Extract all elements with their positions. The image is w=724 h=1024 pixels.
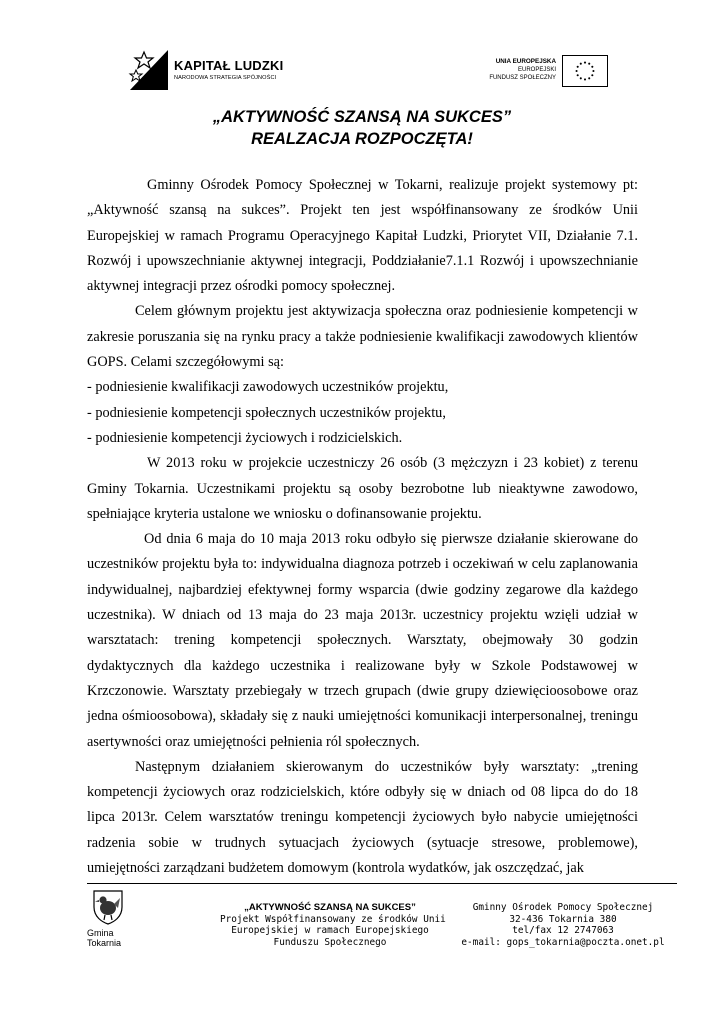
eu-logo [458, 55, 608, 89]
page-title-line-1: „AKTYWNOŚĆ SZANSĄ NA SUKCES” [212, 108, 512, 126]
list-item: - podniesienie kwalifikacji zawodowych uczestników projektu, [87, 379, 449, 396]
footer-phone: tel/fax 12 2747063 [512, 925, 614, 936]
list-item: - podniesienie kompetencji życiowych i rodzicielskich. [87, 429, 403, 446]
page-title-line-2: REALZACJA ROZPOCZĘTA! [251, 130, 473, 148]
gmina-crest-icon [92, 889, 124, 925]
footer-divider [87, 883, 677, 884]
eu-logo-text [489, 58, 556, 82]
footer-org-name: Gminny Ośrodek Pomocy Społecznej [472, 902, 654, 913]
eu-line-2: EUROPEJSKI [517, 67, 556, 73]
footer-project-line: Funduszu Społecznego [273, 936, 387, 948]
eu-line-1: UNIA EUROPEJSKA [495, 58, 556, 65]
footer-project-info [220, 902, 446, 948]
gmina-name-line-1: Gmina [87, 928, 114, 938]
paragraph-goals: Celem głównym projektu jest aktywizacja społeczna oraz podniesienie kompetencji w zakresie poruszania się na rynku pracy a także podniesienie kwalifikacji zawodowych klientów GOPS. Celami szczegółowymi są: [87, 303, 638, 371]
paragraph-participants: W 2013 roku w projekcie uczestniczy 26 osób (3 mężczyzn i 23 kobiet) z terenu Gminy Tokarnia. Uczestnikami projektu są osoby bezrobotne lub nieaktywne zawodowo, spełniające kryteria ustalone we wniosku o dofinansowanie projektu. [87, 455, 638, 522]
kapital-ludzki-logo [128, 46, 308, 96]
eu-flag-icon [562, 55, 608, 87]
document-body [87, 173, 638, 881]
gmina-name-line-2: Tokarnia [87, 938, 122, 948]
kapital-ludzki-subtitle: NARODOWA STRATEGIA SPÓJNOŚCI [174, 75, 277, 81]
footer-project-line: Projekt Współfinansowany ze środków Unii [220, 913, 446, 925]
footer-project-title: „AKTYWNOŚĆ SZANSĄ NA SUKCES” [244, 902, 416, 913]
list-item: - podniesienie kompetencji społecznych uczestników projektu, [87, 404, 446, 421]
paragraph-intro: Gminny Ośrodek Pomocy Społecznej w Tokarni, realizuje projekt systemowy pt: „Aktywność szansą na sukces”. Projekt ten jest współfinansowany ze środków Unii Europejskiej w ramach Programu Operacyjnego Kapitał Ludzki, Priorytet VII, Działanie 7.1. Rozwój i upowszechnianie aktywnej integracji, Poddziałanie7.1.1 Rozwój i upowszechnianie aktywnej integracji przez ośrodki pomocy społecznej. [87, 177, 638, 295]
paragraph-next-activity: Następnym działaniem skierowanym do uczestników były warsztaty: „trening kompetencji życiowych oraz rodzicielskich, które odbyły się w dniach od 08 lipca do do 18 lipca 2013r. Celem warsztatów treningu kompetencji życiowych było nabycie umiejętności radzenia sobie w trudnych sytuacjach życiowych (sytuacje stresowe, problemowe), umiejętności zarządzani budżetem domowym (kontrola wydatków, jak oszczędzać, jak [87, 758, 638, 877]
eu-line-3: FUNDUSZ SPOŁECZNY [489, 75, 556, 81]
footer-contact-info [460, 902, 666, 948]
footer-email: e-mail: gops_tokarnia@poczta.onet.pl [461, 936, 665, 948]
footer-address: 32-436 Tokarnia 380 [509, 913, 617, 925]
paragraph-first-activity: Od dnia 6 maja do 10 maja 2013 roku odbyło się pierwsze działanie skierowane do uczestników projektu była to: indywidualna diagnoza potrzeb i oczekiwań w celu zaplanowania indywidualnej, najbardziej efektywnej formy wsparcia (dwie godziny zegarowe dla każdego uczestnika). W dniach od 13 maja do 23 maja 2013r. uczestnicy projektu wzięli udział w warsztatach: trening kompetencji społecznych. Warsztaty, obejmowały 30 godzin dydaktycznych dla każdego uczestnika i realizowane były w Szkole Podstawowej w Krzczonowie. Warsztaty przebiegały w trzech grupach (dwie grupy dziewięcioosobowe oraz jedna ośmioosobowa), składały się z nauki umiejętności komunikacji interpersonalnej, treningu asertywności oraz umiejętności pełnienia ról społecznych. [87, 531, 638, 750]
kapital-ludzki-emblem-icon [128, 46, 170, 92]
gmina-name [87, 928, 121, 948]
kapital-ludzki-title: KAPITAŁ LUDZKI [174, 58, 284, 73]
footer-project-line: Europejskiej w ramach Europejskiego [231, 925, 429, 936]
